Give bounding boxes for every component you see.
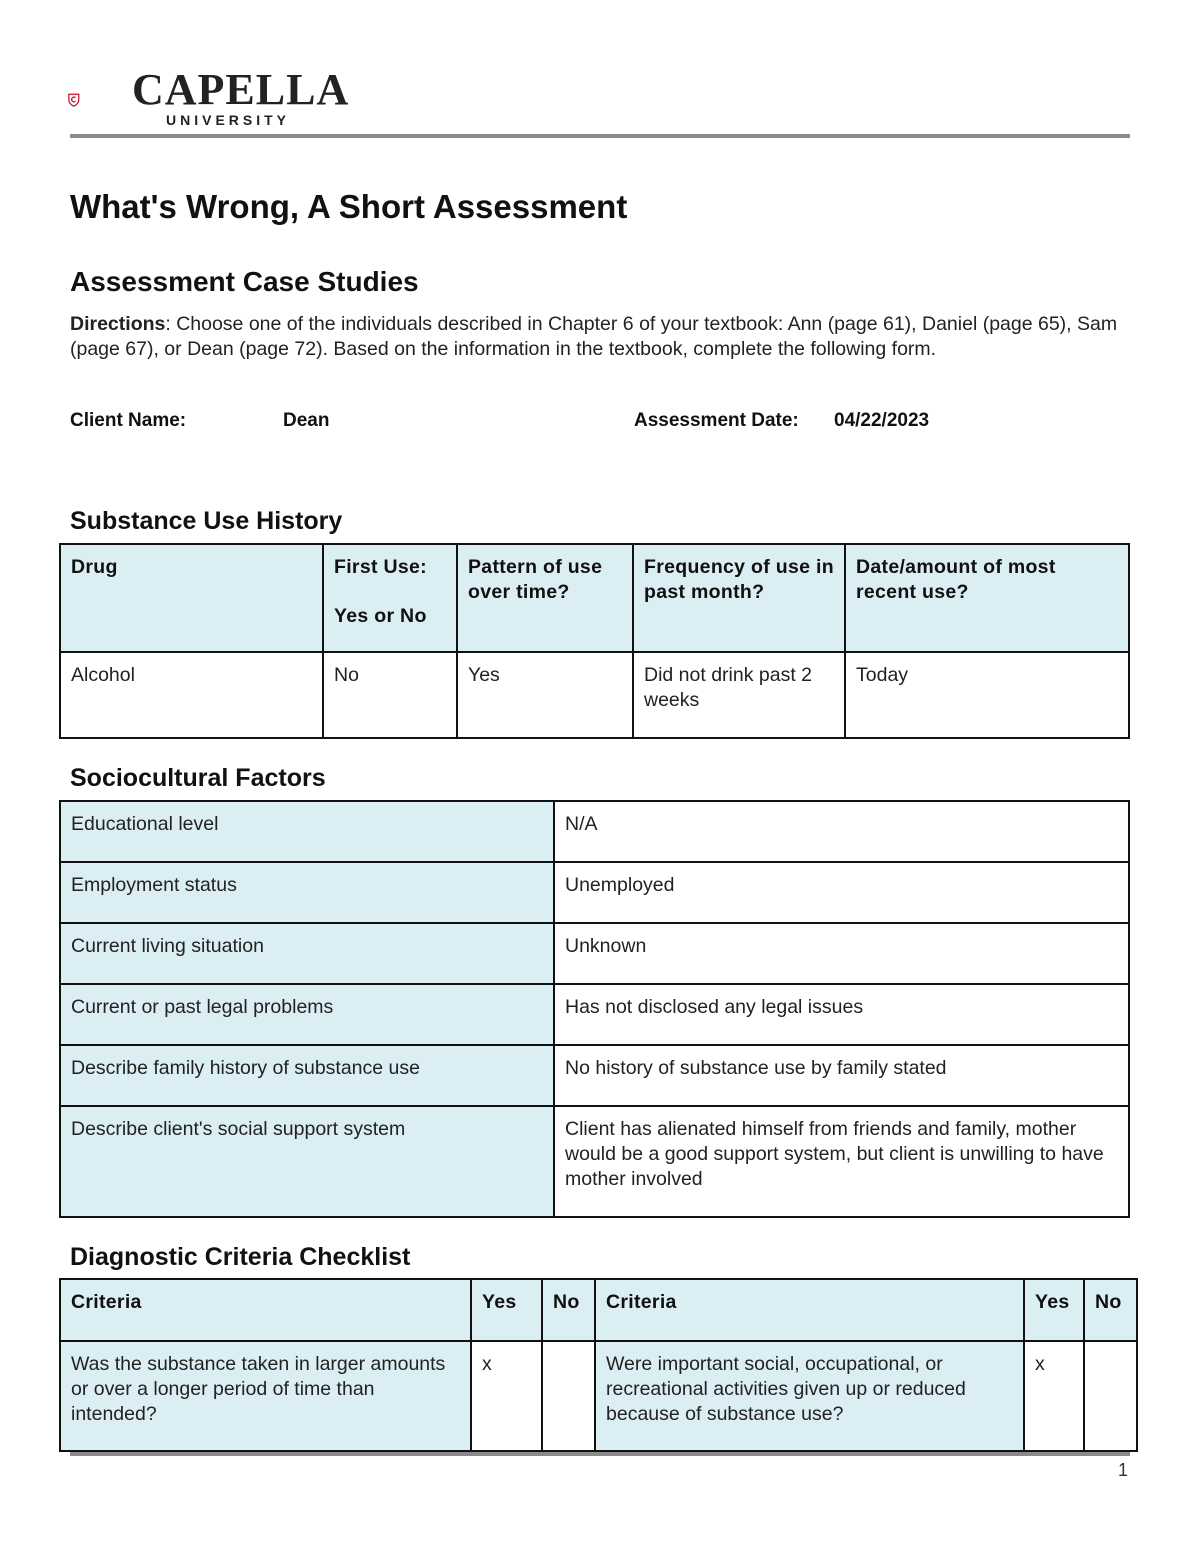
table-row bbox=[60, 923, 1129, 984]
header-criteria: Criteria bbox=[595, 1279, 1024, 1341]
header-yes: Yes bbox=[1024, 1279, 1084, 1341]
header-first-use bbox=[323, 544, 457, 652]
sociocultural-table bbox=[59, 800, 1130, 1218]
factor-label: Current living situation bbox=[60, 923, 554, 984]
table-row bbox=[60, 1045, 1129, 1106]
page-number: 1 bbox=[1118, 1460, 1129, 1480]
header-first-use-sub: Yes or No bbox=[334, 605, 427, 627]
assessment-date-label: Assessment Date: bbox=[634, 410, 799, 431]
factor-label: Current or past legal problems bbox=[60, 984, 554, 1045]
factor-label: Educational level bbox=[60, 801, 554, 862]
no-left-checkbox[interactable] bbox=[542, 1341, 595, 1451]
factor-value: Has not disclosed any legal issues bbox=[554, 984, 1129, 1045]
cell-frequency: Did not drink past 2 weeks bbox=[633, 652, 845, 738]
table-row bbox=[60, 801, 1129, 862]
directions-body: : Choose one of the individuals described in Chapter 6 of your textbook: Ann (page 61), Daniel (page 65), Sam (page 67), or Dean (page 72). Based on the information in the textbook, complete the following form. bbox=[70, 313, 1118, 360]
substance-heading: Substance Use History bbox=[70, 507, 343, 535]
header-yes: Yes bbox=[471, 1279, 542, 1341]
yes-left-checkbox[interactable]: x bbox=[471, 1341, 542, 1451]
factor-label: Describe family history of substance use bbox=[60, 1045, 554, 1106]
header-pattern: Pattern of use over time? bbox=[457, 544, 633, 652]
header-no: No bbox=[542, 1279, 595, 1341]
factor-label: Employment status bbox=[60, 862, 554, 923]
cell-recent: Today bbox=[845, 652, 1129, 738]
header-drug: Drug bbox=[60, 544, 323, 652]
header-frequency: Frequency of use in past month? bbox=[633, 544, 845, 652]
factor-value: N/A bbox=[554, 801, 1129, 862]
no-right-checkbox[interactable] bbox=[1084, 1341, 1137, 1451]
shield-c-icon bbox=[69, 94, 79, 106]
diagnostic-table bbox=[59, 1278, 1138, 1452]
directions-label: Directions bbox=[70, 313, 166, 335]
header-no: No bbox=[1084, 1279, 1137, 1341]
factor-value: No history of substance use by family stated bbox=[554, 1045, 1129, 1106]
cell-pattern: Yes bbox=[457, 652, 633, 738]
cell-drug: Alcohol bbox=[60, 652, 323, 738]
factor-value: Unemployed bbox=[554, 862, 1129, 923]
section-title: Assessment Case Studies bbox=[70, 266, 419, 297]
factor-value: Client has alienated himself from friends and family, mother would be a good support system, but client is unwilling to have mother involved bbox=[554, 1106, 1129, 1217]
factor-value: Unknown bbox=[554, 923, 1129, 984]
diagnostic-header-row bbox=[60, 1279, 1137, 1341]
client-name-label: Client Name: bbox=[70, 410, 187, 431]
table-row bbox=[60, 1106, 1129, 1217]
sociocultural-heading: Sociocultural Factors bbox=[70, 764, 326, 792]
directions-text bbox=[70, 312, 1135, 362]
substance-table bbox=[59, 543, 1130, 739]
header-recent: Date/amount of most recent use? bbox=[845, 544, 1129, 652]
header-criteria: Criteria bbox=[60, 1279, 471, 1341]
logo-wordmark: CAPELLA bbox=[132, 65, 350, 114]
logo-subtitle: UNIVERSITY bbox=[166, 112, 291, 128]
header-first-use-label: First Use: bbox=[334, 556, 427, 578]
table-row bbox=[60, 652, 1129, 738]
capella-logo bbox=[68, 68, 128, 132]
page-title: What's Wrong, A Short Assessment bbox=[70, 188, 628, 225]
cell-first-use: No bbox=[323, 652, 457, 738]
criteria-right: Were important social, occupational, or recreational activities given up or reduced because of substance use? bbox=[595, 1341, 1024, 1451]
substance-header-row bbox=[60, 544, 1129, 652]
table-row bbox=[60, 862, 1129, 923]
table-row bbox=[60, 1341, 1137, 1451]
criteria-left: Was the substance taken in larger amounts or over a longer period of time than intended? bbox=[60, 1341, 471, 1451]
footer-divider bbox=[70, 1452, 1130, 1456]
header-divider bbox=[70, 134, 1130, 138]
yes-right-checkbox[interactable]: x bbox=[1024, 1341, 1084, 1451]
factor-label: Describe client's social support system bbox=[60, 1106, 554, 1217]
table-row bbox=[60, 984, 1129, 1045]
client-name-value: Dean bbox=[283, 410, 330, 431]
assessment-date-value: 04/22/2023 bbox=[834, 410, 930, 431]
diagnostic-heading: Diagnostic Criteria Checklist bbox=[70, 1243, 411, 1271]
